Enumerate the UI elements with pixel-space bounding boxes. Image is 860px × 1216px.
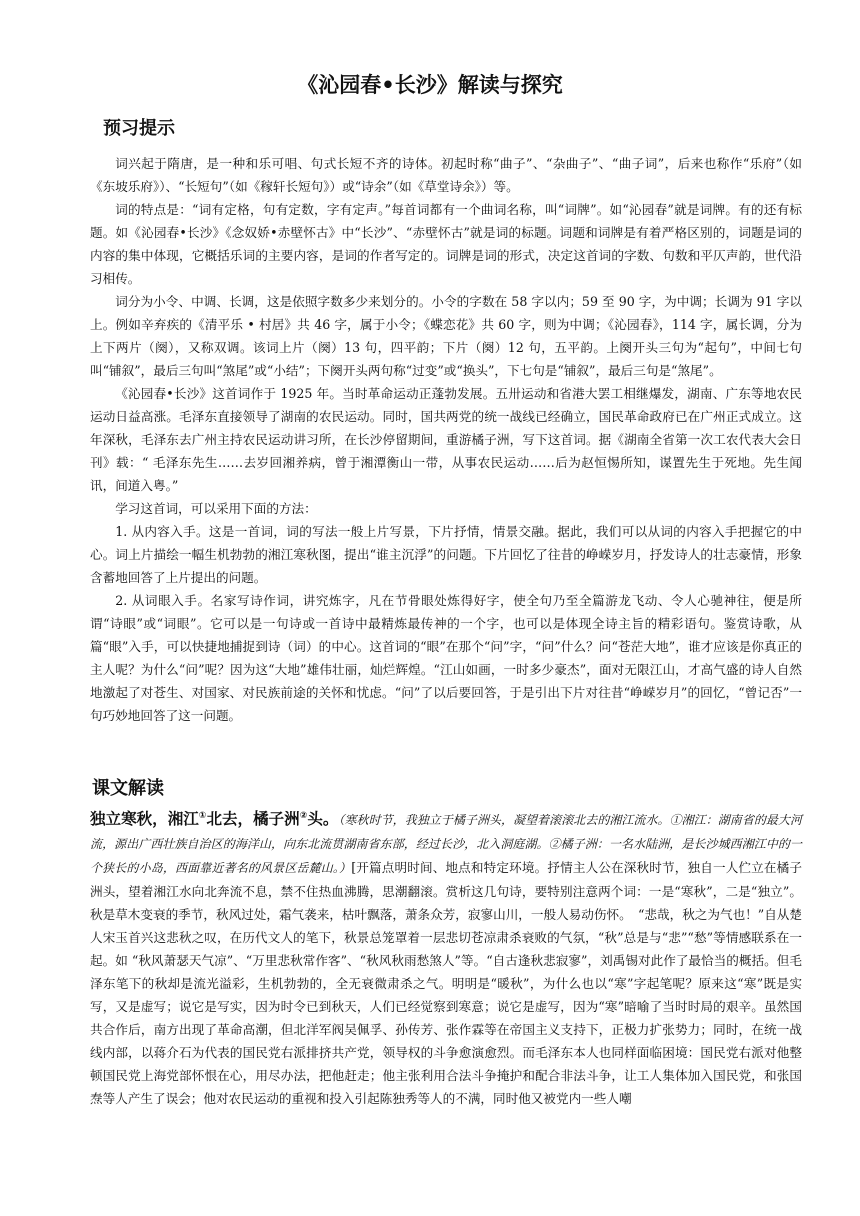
paragraph: 词的特点是：“词有定格，句有定数，字有定声。”每首词都有一个曲词名称，叫“词牌”。如“沁园春”就是词牌。有的还有标题。如《沁园春•长沙》《念奴娇•赤壁怀古》中“长沙”、“赤壁怀古”就是词的标题。词题和词牌是有着严格区别的，词题是词的内容的集中体现，它概括乐词的主要内容，是词的作者写定的。词牌是词的形式，决定这首词的字数、句数和平仄声韵，世代沿习相传。 (90, 202, 802, 286)
reading-body (90, 808, 802, 1110)
section-heading-preview: 预习提示 (103, 118, 175, 139)
paragraph: 词分为小令、中调、长调，这是依照字数多少来划分的。小令的字数在 58 字以内；59 至 90 字，为中调；长调为 91 字以上。例如辛弃疾的《清平乐 • 村居》共 46 字，属于小令；《蝶恋花》共 60 字，则为中调；《沁园春》，114 字，属长调，分为上下两片（阕），又称双调。该词上片（阕）13 句，四平韵；下片（阕）12 句，五平韵。上阕开头三句为“起句”，中间七句叫“铺叙”，最后三句叫“煞尾”或“小结”；下阕开头两句称“过变”或“换头”，下七句是“铺叙”，最后三句是“煞尾”。 (90, 294, 802, 378)
section-heading-reading: 课文解读 (92, 778, 164, 799)
annotation-note: （寒秋时节，我独立于橘子洲头，凝望着滚滚北去的湘江流水。①湘江：湖南省的最大河流，源出广西壮族自治区的海洋山，向东北流贯湖南省东部，经过长沙，北入洞庭湖。②橘子洲：一名水陆洲，是长沙城西湘江中的一个狭长的小岛，西面靠近著名的风景区岳麓山。） (90, 813, 802, 875)
reading-paragraph (90, 808, 802, 1110)
paragraph: 词兴起于隋唐，是一种和乐可唱、句式长短不齐的诗体。初起时称“曲子”、“杂曲子”、“曲子词”，后来也称作“乐府”（如《东坡乐府》）、“长短句”（如《稼轩长短句》）或“诗余”（如《草堂诗余》）等。 (90, 156, 802, 194)
analysis-text: [开篇点明时间、地点和特定环境。抒情主人公在深秋时节，独自一人伫立在橘子洲头，望着湘江水向北奔流不息，禁不住热血沸腾，思潮翻滚。赏析这几句诗，要特别注意两个词：一是“寒秋”，二是“独立”。秋是草木变衰的季节，秋风过处，霜气袭来，枯叶飘落，萧条众芳，寂寥山川，一般人易动伤怀。 “悲哉，秋之为气也！”自从楚人宋玉首兴这悲秋之叹，在历代文人的笔下，秋景总笼罩着一层悲切苍凉肃杀衰败的气氛，“秋”总是与“悲”“愁”等情感联系在一起。如 “秋风萧瑟天气凉”、“万里悲秋常作客”、“秋风秋雨愁煞人”等。“自古逢秋悲寂寥”，刘禹锡对此作了最恰当的概括。但毛泽东笔下的秋却是流光溢彩，生机勃勃的，全无衰微肃杀之气。明明是“暖秋”，为什么也以“寒”字起笔呢？原来这“寒”既是实写，又是虚写；说它是写实，因为时令已到秋天，人们已经觉察到寒意；说它是虚写，因为“寒”暗喻了当时时局的艰辛。虽然国共合作后，南方出现了革命高潮，但北洋军阀吴佩孚、孙传芳、张作霖等在帝国主义支持下，正极力扩张势力；同时，在统一战线内部，以蒋介石为代表的国民党右派排挤共产党，领导权的斗争愈演愈烈。而毛泽东本人也同样面临困境：国民党右派对他整顿国民党上海党部怀恨在心，用尽办法，把他赶走；他主张利用合法斗争掩护和配合非法斗争，让工人集体加入国民党，和张国焘等人产生了误会；他对农民运动的重视和投入引起陈独秀等人的不满，同时他又被党内一些人嘲 (90, 860, 802, 1106)
paragraph: 2. 从词眼入手。名家写诗作词，讲究炼字，凡在节骨眼处炼得好字，使全句乃至全篇游龙飞动、令人心驰神往，便是所谓“诗眼”或“词眼”。它可以是一句诗或一首诗中最精炼最传神的一个字，也可以是体现全诗主旨的精彩语句。鉴赏诗歌，从篇“眼”入手，可以快捷地捕捉到诗（词）的中心。这首词的“眼”在那个“问”字，“问”什么？问“苍茫大地”，谁才应该是你真正的主人呢？为什么“问”呢？因为这“大地”雄伟壮丽，灿烂辉煌。“江山如画，一时多少豪杰”，面对无限江山，才高气盛的诗人自然地激起了对苍生、对国家、对民族前途的关怀和忧虑。“问”了以后要回答，于是引出下片对往昔“峥嵘岁月”的回忆，“曾记否”一句巧妙地回答了这一问题。 (90, 593, 802, 723)
page-title: 《沁园春•长沙》解读与探究 (297, 73, 563, 97)
paragraph: 学习这首词，可以采用下面的方法： (115, 501, 317, 516)
paragraph: 《沁园春•长沙》这首词作于 1925 年。当时革命运动正蓬勃发展。五卅运动和省港大罢工相继爆发，湖南、广东等地农民运动日益高涨。毛泽东直接领导了湖南的农民运动。同时，国共两党的统一战线已经确立，国民革命政府已在广州正式成立。这年深秋，毛泽东去广州主持农民运动讲习所，在长沙停留期间，重游橘子洲，写下这首词。据《湖南全省第一次工农代表大会日刊》载：“ 毛泽东先生……去岁回湘养病，曾于湘潭衡山一带，从事农民运动……后为赵恒惕所知，谋置先生于死地。先生闻讯，间道入粤。” (90, 386, 802, 493)
poem-line: 独立寒秋，湘江①北去，橘子洲②头。 (90, 810, 339, 828)
paragraph: 1. 从内容入手。这是一首词，词的写法一般上片写景，下片抒情，情景交融。据此，我们可以从词的内容入手把握它的中心。词上片描绘一幅生机勃勃的湘江寒秋图，提出“谁主沉浮”的问题。下片回忆了往昔的峥嵘岁月，抒发诗人的壮志豪情，形象含蓄地回答了上片提出的问题。 (90, 524, 802, 585)
preview-body (90, 152, 802, 727)
